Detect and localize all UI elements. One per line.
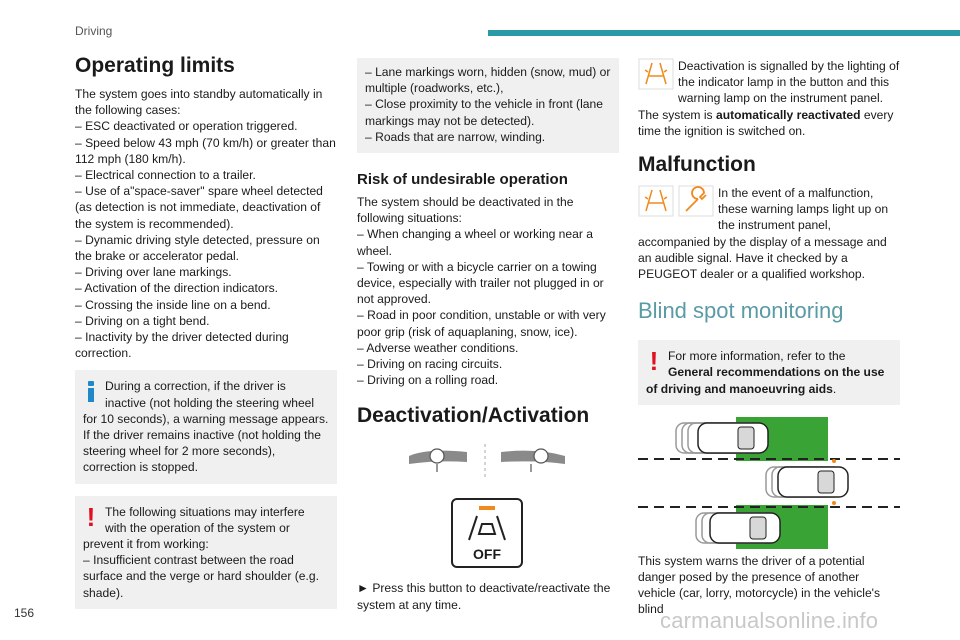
deactivation-heading: Deactivation/Activation (357, 404, 590, 428)
recommendation-text: For more information, refer to the General recommendations on the use of driving and manoeuvring aids. (646, 349, 885, 396)
deactivation-note-text: Deactivation is signalled by the lighting of the indicator lamp in the button and this warning lamp on the instrument panel. (678, 59, 900, 106)
lane-assist-icon (453, 504, 521, 548)
list-item: – Activation of the direction indicators. (75, 281, 279, 296)
lane-departure-warning-lamp-icon (638, 185, 674, 217)
blind-spot-heading: Blind spot monitoring (638, 298, 844, 324)
service-wrench-warning-lamp-icon (678, 185, 714, 217)
warning-exclamation-icon: ! (649, 346, 659, 377)
list-item: – Driving on a rolling road. (357, 373, 499, 388)
recommendation-box (638, 340, 900, 405)
blind-spot-description: This system warns the driver of a potential danger posed by the presence of another vehicle (car, lorry, motorcycle) in the vehicle's blind (638, 553, 881, 617)
operating-limits-intro: The system goes into standby automatically in the following cases: (75, 87, 323, 118)
list-item: – Adverse weather conditions. (357, 340, 519, 355)
malfunction-text: In the event of a malfunction, these warning lamps light up on the instrument panel, accompanied by the display of a message and an audible signal. Have it checked by a PEUGEOT dealer or a qualified workshop. (638, 186, 889, 282)
list-item: – Towing or with a bicycle carrier on a towing device, especially with trailer not plugged in or not approved. (357, 259, 604, 307)
list-item: – Lane markings worn, hidden (snow, mud) or multiple (roadworks, etc.), (365, 65, 611, 96)
operating-limits-heading: Operating limits (75, 54, 235, 77)
off-button-label: OFF (473, 546, 501, 563)
list-item: – When changing a wheel or working near a wheel. (357, 227, 593, 258)
press-instruction: ► Press this button to deactivate/reactivate the system at any time. (357, 581, 611, 612)
list-item: – Use of a"space-saver" spare wheel detected (as detection is not immediate, deactivation of the system is recommended). (75, 184, 323, 231)
warning-box (75, 496, 337, 609)
deactivation-note (638, 58, 900, 107)
list-item: – Electrical connection to a trailer. (75, 168, 256, 183)
operating-limits-list (75, 118, 337, 361)
risk-intro: The system should be deactivated in the following situations: (357, 195, 574, 226)
info-box (75, 370, 337, 483)
risk-heading: Risk of undesirable operation (357, 171, 568, 189)
column-2 (357, 58, 619, 613)
info-box-text: During a correction, if the driver is inactive (not holding the steering wheel for 10 seconds), a warning message appears. If the driver remains inactive (not holding the steering wheel for 2 more seconds), correction is stopped. (83, 379, 329, 475)
info-icon (83, 380, 99, 402)
list-item: – Close proximity to the vehicle in front (lane markings may not be detected). (365, 97, 603, 128)
warning-box-item: – Insufficient contrast between the road surface and the verge or hard shoulder (e.g. shade). (83, 553, 319, 600)
header-accent-bar (488, 30, 960, 36)
warning-box-continued (357, 58, 619, 153)
list-item: – Dynamic driving style detected, pressure on the brake or accelerator pedal. (75, 232, 320, 264)
dashboard-button-location-illustration (407, 442, 567, 482)
list-item: – ESC deactivated or operation triggered. (75, 119, 298, 134)
lane-assist-off-button[interactable] (451, 498, 523, 568)
column-1 (75, 54, 337, 609)
warning-box-text: The following situations may interfere with the operation of the system or prevent it from working: (83, 504, 305, 552)
auto-reactivation-text: The system is automatically reactivated every time the ignition is switched on. (638, 107, 894, 138)
warning-exclamation-icon: ! (86, 501, 96, 532)
blind-spot-diagram (638, 415, 900, 553)
list-item: – Driving over lane markings. (75, 265, 232, 280)
column-3 (638, 58, 900, 618)
malfunction-heading: Malfunction (638, 153, 756, 177)
warning-continued-list (365, 64, 611, 145)
list-item: – Driving on a tight bend. (75, 313, 210, 328)
risk-list (357, 226, 619, 388)
list-item: – Crossing the inside line on a bend. (75, 297, 271, 312)
malfunction-section (638, 185, 900, 282)
watermark: carmanualsonline.info (660, 608, 879, 633)
list-item: – Speed below 43 mph (70 km/h) or greater than 112 mph (180 km/h). (75, 135, 336, 166)
lane-departure-warning-lamp-icon (638, 58, 674, 90)
list-item: – Inactivity by the driver detected during correction. (75, 330, 289, 361)
list-item: – Road in poor condition, unstable or with very poor grip (risk of aquaplaning, snow, ice). (357, 308, 606, 339)
header-section-title: Driving (75, 24, 113, 38)
list-item: – Roads that are narrow, winding. (365, 129, 546, 144)
page-number: 156 (14, 606, 35, 620)
list-item: – Driving on racing circuits. (357, 357, 503, 372)
